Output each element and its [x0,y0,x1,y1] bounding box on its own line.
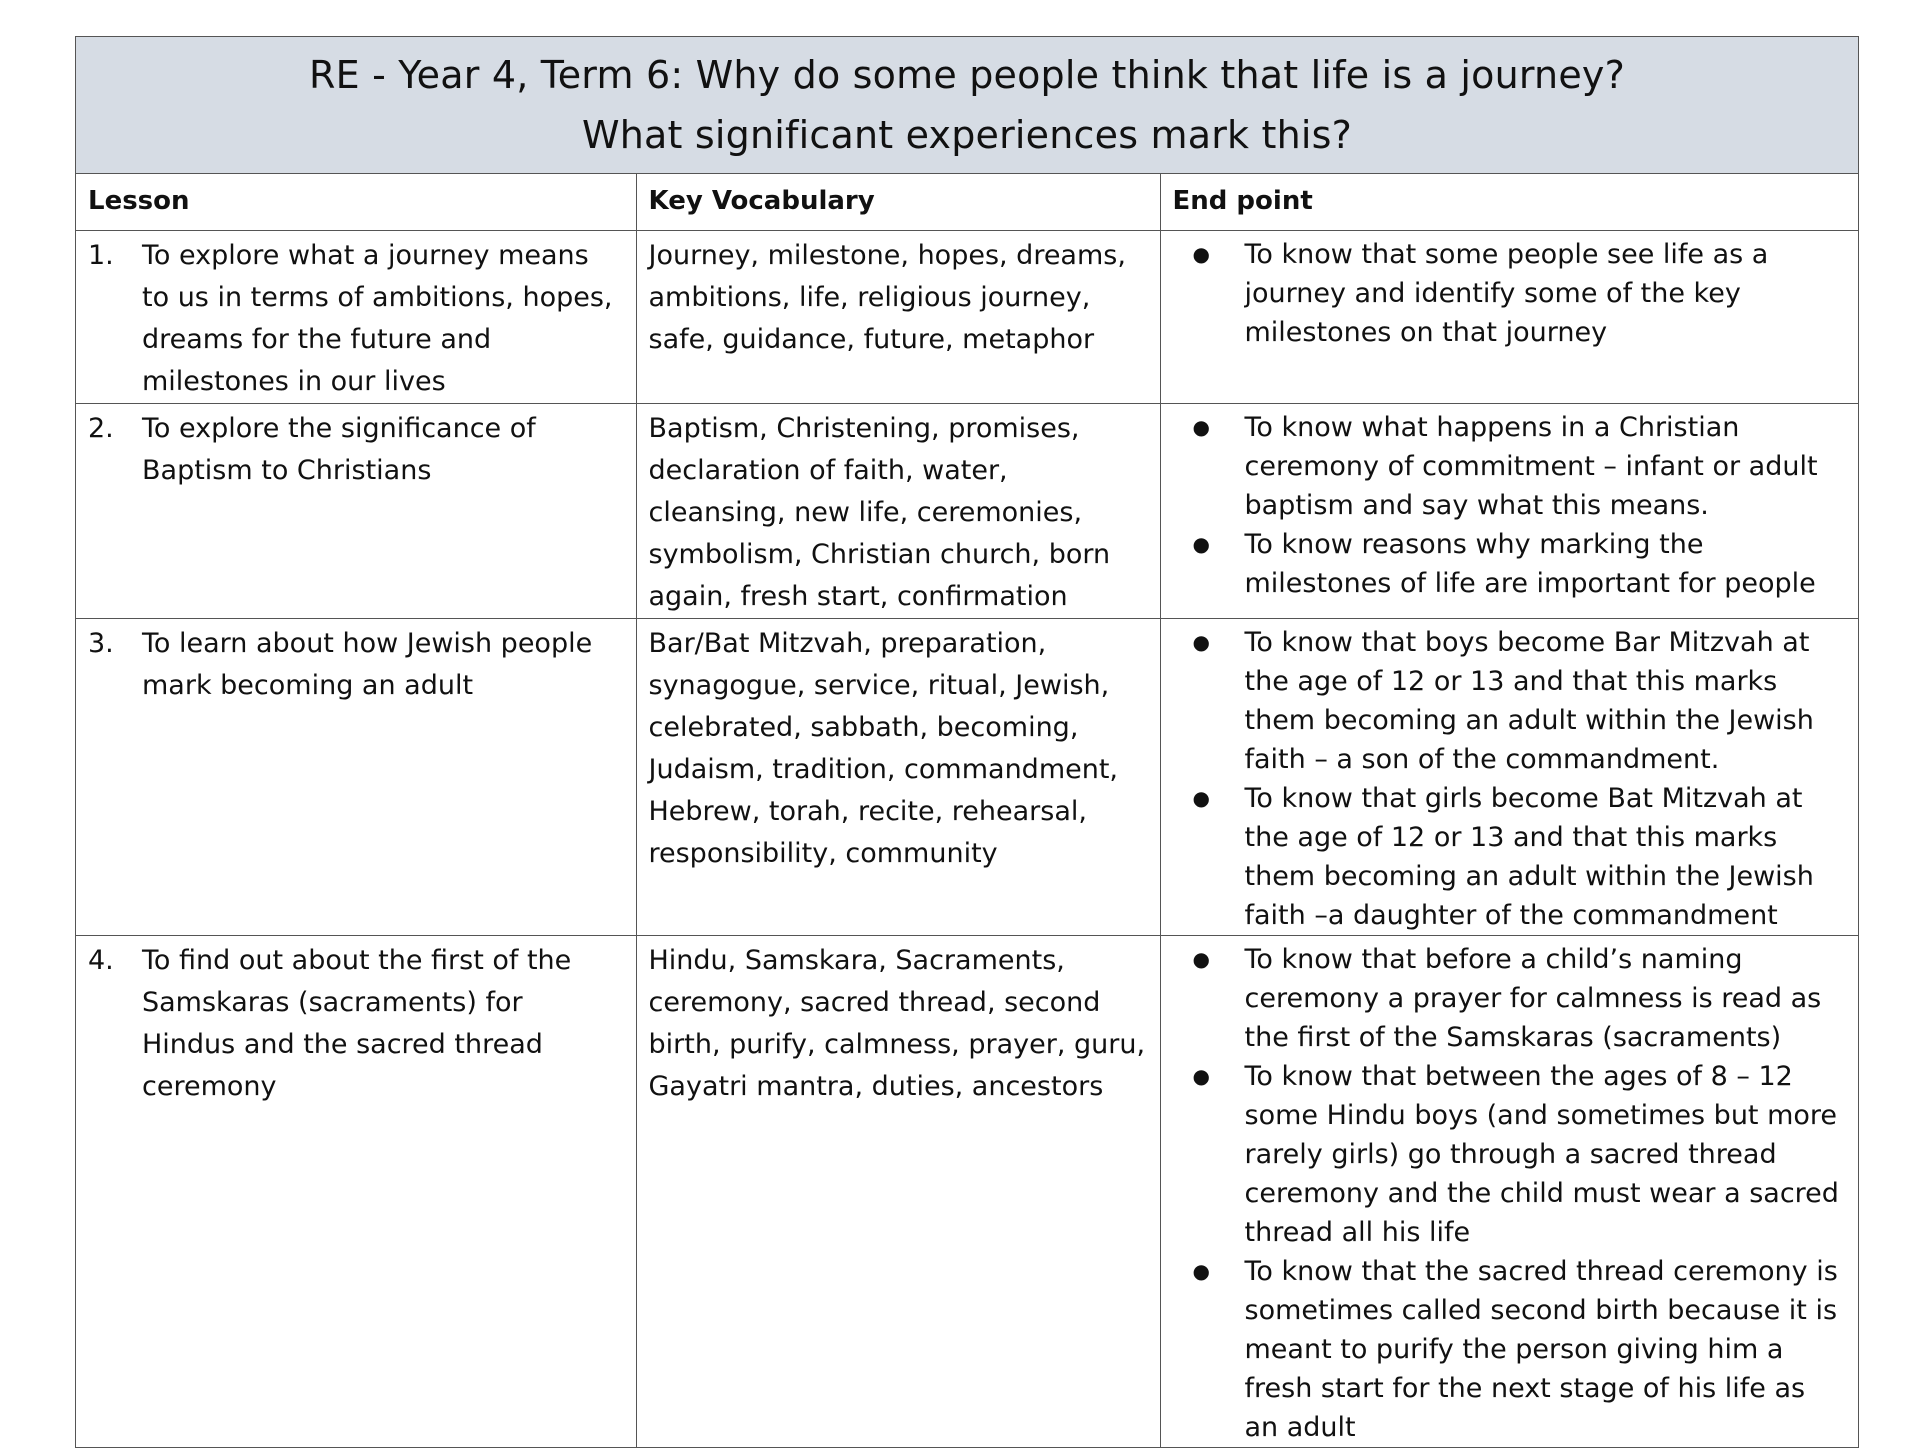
endpoint-text: To know that some people see life as a journey and identify some of the key milestones on that journey [1244,238,1769,348]
curriculum-document [75,36,1859,1448]
table-header-row [76,174,1858,230]
title-line-2: What significant experiences mark this? [581,113,1353,157]
lesson-number: 3. [88,627,114,659]
bullet-icon: ● [1192,414,1210,439]
endpoint-cell [1160,403,1858,618]
lesson-cell [76,403,636,618]
table-row [76,618,1858,935]
title-line-1: RE - Year 4, Term 6: Why do some people think that life is a journey? [309,53,1625,97]
endpoint-item [1173,525,1847,603]
endpoint-list [1173,623,1847,935]
header-key-vocabulary: Key Vocabulary [636,174,1160,230]
endpoint-text: To know that boys become Bar Mitzvah at the age of 12 or 13 and that this marks them becoming an adult within the Jewish faith – a son of the commandment. [1244,626,1814,775]
endpoint-list [1173,940,1847,1447]
endpoint-text: To know reasons why marking the milestones of life are important for people [1244,528,1816,599]
bullet-icon: ● [1192,629,1210,654]
endpoint-item [1173,235,1847,352]
endpoint-list [1173,235,1847,352]
bullet-icon: ● [1192,785,1210,810]
lesson-number: 1. [88,239,114,271]
endpoint-text: To know that the sacred thread ceremony is sometimes called second birth because it is meant to purify the person giving him a fresh start for the next stage of his life as an adult [1244,1255,1838,1443]
endpoint-text: To know that girls become Bat Mitzvah at the age of 12 or 13 and that this marks them becoming an adult within the Jewish faith –a daughter of the commandment [1244,782,1814,931]
lesson-cell [76,618,636,935]
bullet-icon: ● [1192,531,1210,556]
title-band [76,37,1858,174]
endpoint-cell [1160,230,1858,403]
lesson-cell [76,230,636,403]
vocabulary-cell: Hindu, Samskara, Sacraments, ceremony, sacred thread, second birth, purify, calmness, prayer, guru, Gayatri mantra, duties, ancestors [636,935,1160,1447]
lesson-objective: To explore the significance of Baptism to Christians [142,412,536,486]
header-lesson: Lesson [88,186,190,216]
endpoint-cell [1160,935,1858,1447]
endpoint-item [1173,1057,1847,1252]
endpoint-text: To know what happens in a Christian ceremony of commitment – infant or adult baptism and say what this means. [1244,411,1818,521]
table-row [76,403,1858,618]
lesson-number: 2. [88,412,114,444]
endpoint-item [1173,1252,1847,1447]
bullet-icon: ● [1192,241,1210,266]
vocabulary-cell: Journey, milestone, hopes, dreams, ambitions, life, religious journey, safe, guidance, future, metaphor [636,230,1160,403]
endpoint-item [1173,779,1847,935]
endpoint-list [1173,408,1847,603]
endpoint-item [1173,408,1847,525]
lesson-objective: To learn about how Jewish people mark becoming an adult [142,627,593,701]
table-row [76,935,1858,1447]
table-row [76,230,1858,403]
endpoint-item [1173,623,1847,779]
lesson-objective: To find out about the first of the Samskaras (sacraments) for Hindus and the sacred thread ceremony [142,944,572,1102]
lesson-table [76,174,1858,1447]
endpoint-text: To know that between the ages of 8 – 12 some Hindu boys (and sometimes but more rarely girls) go through a sacred thread ceremony and the child must wear a sacred thread all his life [1244,1060,1839,1248]
header-end-point: End point [1160,174,1858,230]
bullet-icon: ● [1192,1063,1210,1088]
lesson-objective: To explore what a journey means to us in terms of ambitions, hopes, dreams for the future and milestones in our lives [142,239,613,397]
bullet-icon: ● [1192,1258,1210,1283]
endpoint-text: To know that before a child’s naming ceremony a prayer for calmness is read as the first of the Samskaras (sacraments) [1244,943,1822,1053]
endpoint-item [1173,940,1847,1057]
endpoint-cell [1160,618,1858,935]
lesson-cell [76,935,636,1447]
vocabulary-cell: Bar/Bat Mitzvah, preparation, synagogue, service, ritual, Jewish, celebrated, sabbath, becoming, Judaism, tradition, commandment, Hebrew, torah, recite, rehearsal, responsibility, community [636,618,1160,935]
lesson-number: 4. [88,944,114,976]
bullet-icon: ● [1192,946,1210,971]
vocabulary-cell: Baptism, Christening, promises, declaration of faith, water, cleansing, new life, ceremonies, symbolism, Christian church, born again, fresh start, confirmation [636,403,1160,618]
